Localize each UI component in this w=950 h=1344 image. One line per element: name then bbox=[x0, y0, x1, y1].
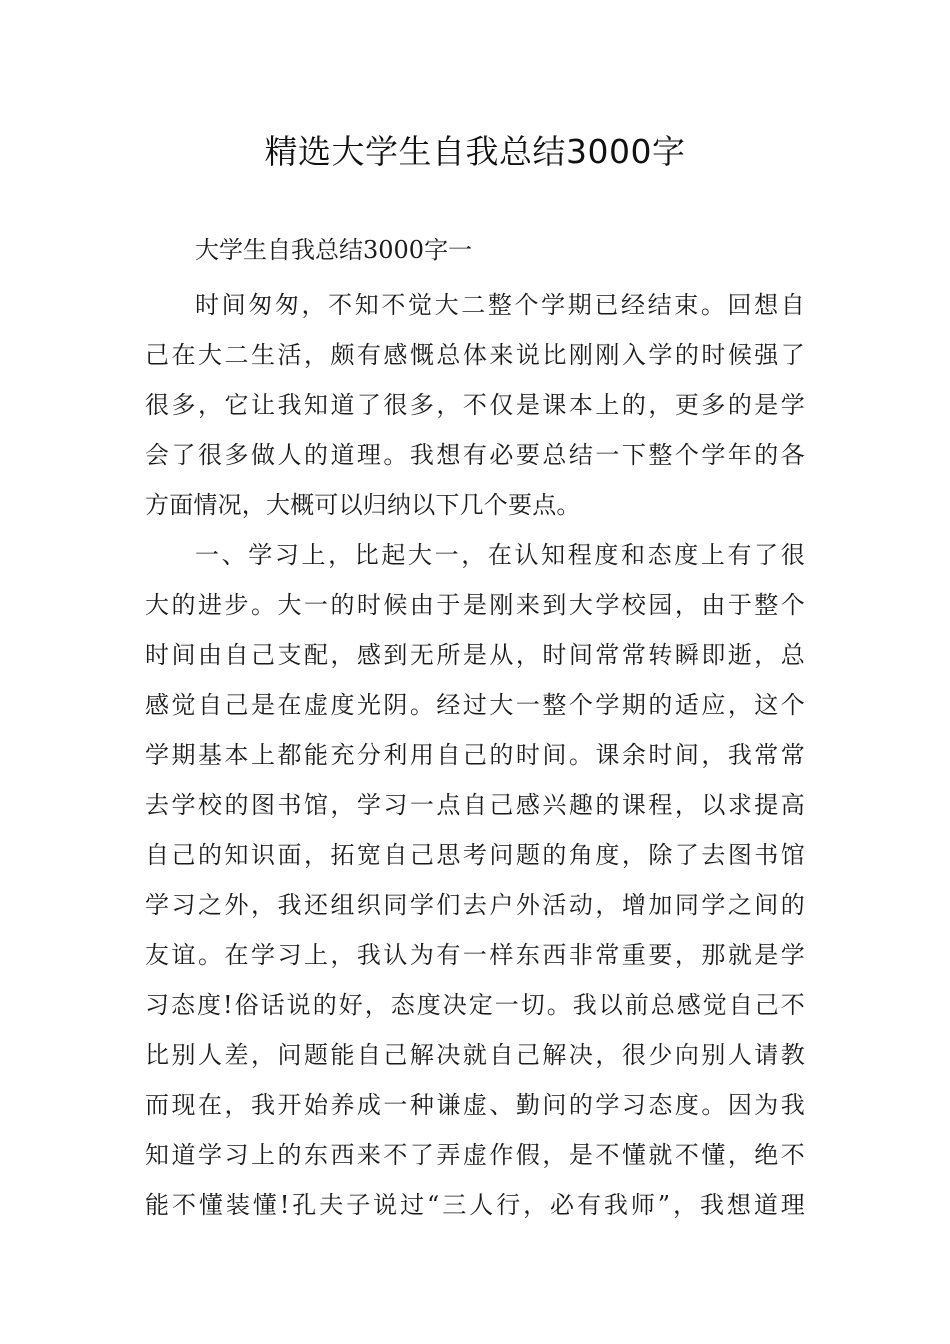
paragraph-line: 友谊。在学习上，我认为有一样东西非常重要，那就是学 bbox=[145, 941, 805, 969]
paragraph-line: 学习之外，我还组织同学们去户外活动，增加同学之间的 bbox=[145, 891, 805, 919]
paragraph bbox=[145, 530, 805, 1230]
paragraph-line: 去学校的图书馆，学习一点自己感兴趣的课程，以求提高 bbox=[145, 791, 805, 819]
paragraph-line: 己在大二生活，颇有感慨总体来说比刚刚入学的时候强了 bbox=[145, 341, 805, 369]
paragraph-line: 时间由自己支配，感到无所是从，时间常常转瞬即逝，总 bbox=[145, 641, 805, 669]
paragraph-line: 会了很多做人的道理。我想有必要总结一下整个学年的各 bbox=[145, 441, 805, 469]
paragraph-line: 很多，它让我知道了很多，不仅是课本上的，更多的是学 bbox=[145, 391, 805, 419]
paragraph-line: 自己的知识面，拓宽自己思考问题的角度，除了去图书馆 bbox=[145, 841, 805, 869]
body-text bbox=[145, 280, 805, 1230]
paragraph-line: 一、学习上，比起大一，在认知程度和态度上有了很 bbox=[195, 541, 805, 569]
paragraph bbox=[145, 280, 805, 530]
paragraph-line: 比别人差，问题能自己解决就自己解决，很少向别人请教 bbox=[145, 1041, 805, 1069]
paragraph-line: 大的进步。大一的时候由于是刚来到大学校园，由于整个 bbox=[145, 591, 805, 619]
document-title: 精选大学生自我总结3000字 bbox=[264, 132, 686, 171]
paragraph-line: 知道学习上的东西来不了弄虚作假，是不懂就不懂，绝不 bbox=[145, 1141, 805, 1169]
paragraph-line: 而现在，我开始养成一种谦虚、勤问的学习态度。因为我 bbox=[145, 1091, 805, 1119]
paragraph-line: 习态度!俗话说的好，态度决定一切。我以前总感觉自己不 bbox=[145, 991, 805, 1019]
paragraph-line: 方面情况，大概可以归纳以下几个要点。 bbox=[145, 491, 581, 519]
paragraph-line: 感觉自己是在虚度光阴。经过大一整个学期的适应，这个 bbox=[145, 691, 805, 719]
paragraph-line: 能不懂装懂!孔夫子说过“三人行，必有我师”，我想道理 bbox=[145, 1191, 805, 1219]
paragraph-line: 时间匆匆，不知不觉大二整个学期已经结束。回想自 bbox=[195, 291, 805, 319]
section-subheading: 大学生自我总结3000字一 bbox=[195, 236, 473, 264]
paragraph-line: 学期基本上都能充分利用自己的时间。课余时间，我常常 bbox=[145, 741, 805, 769]
